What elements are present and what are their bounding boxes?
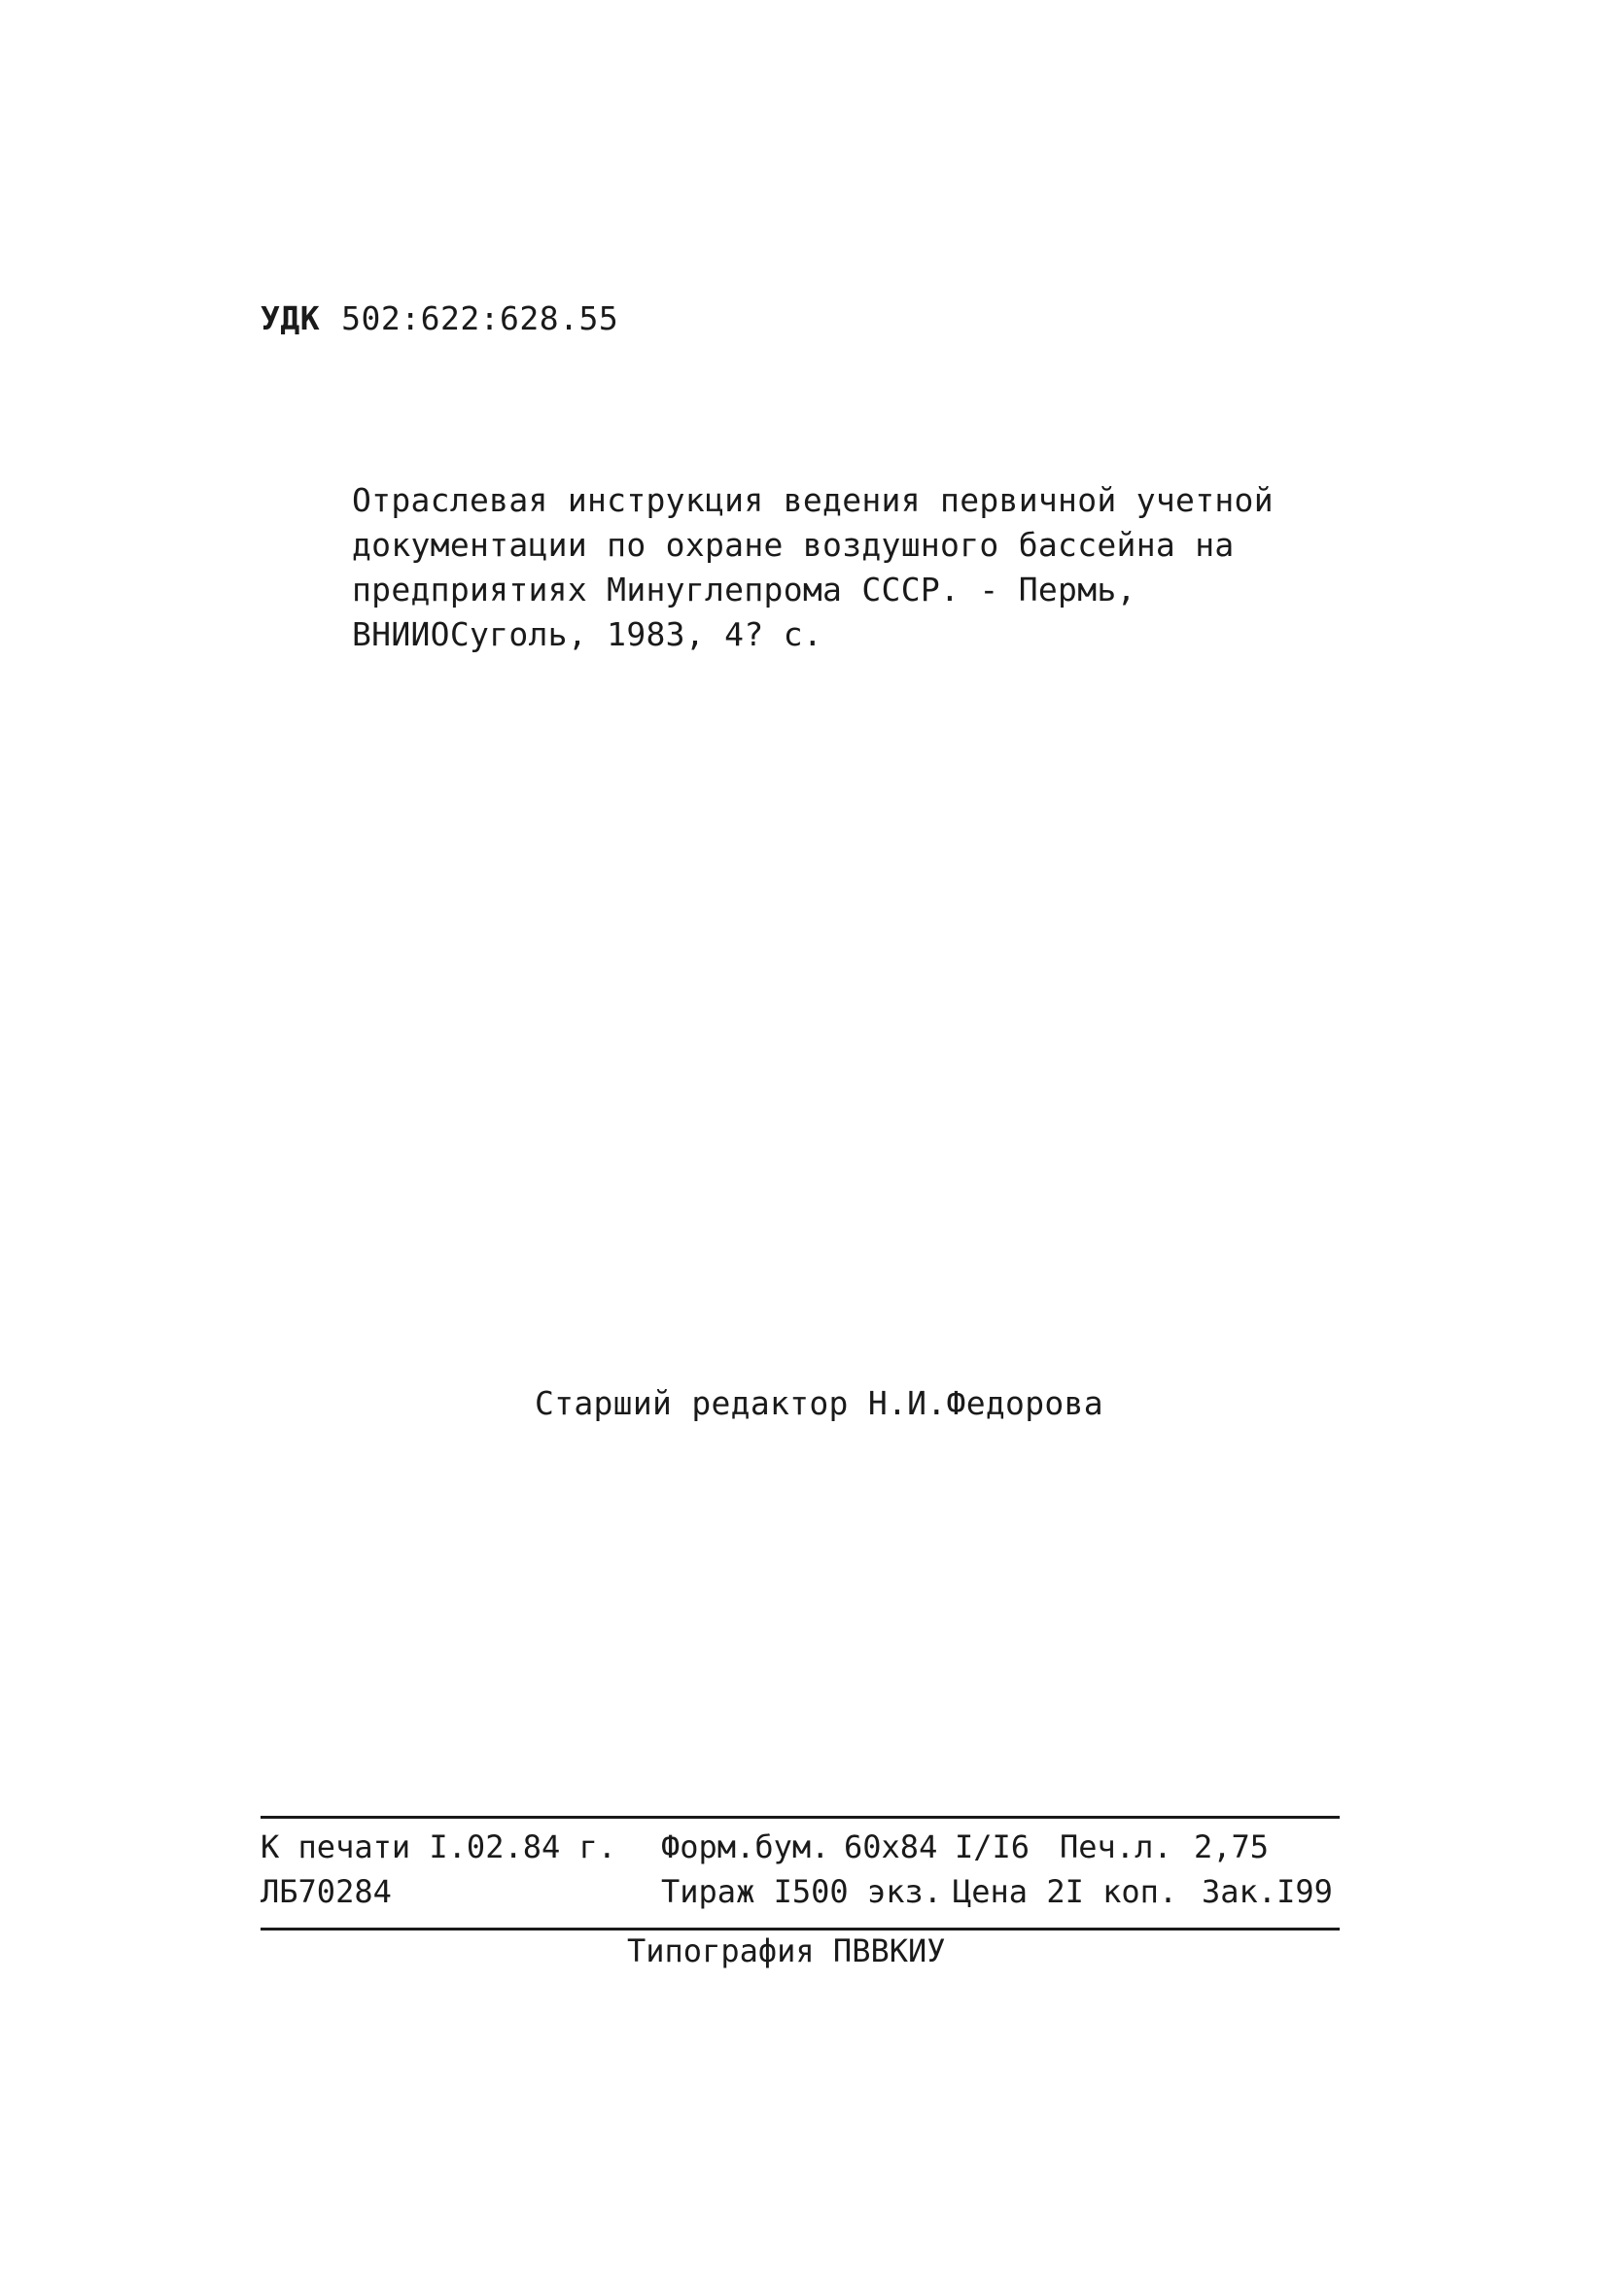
price: Цена 2I коп. — [953, 1873, 1178, 1910]
paper-fraction: I/I6 — [955, 1828, 1031, 1865]
udk-classification — [261, 299, 618, 337]
printed-sheets-value: 2,75 — [1194, 1828, 1270, 1865]
order-number: Зак.I99 — [1202, 1873, 1333, 1910]
udk-label: УДК — [261, 299, 321, 337]
biblio-line: Отраслевая инструкция ведения первичной учетной — [352, 481, 1274, 519]
biblio-line: ВНИИОСуголь, 1983, 4? с. — [352, 615, 823, 653]
udk-code: 502:622:628.55 — [341, 299, 619, 337]
print-date: К печати I.02.84 г. — [261, 1828, 617, 1865]
imprint-row-1 — [261, 1828, 1340, 1873]
license-code: ЛБ70284 — [261, 1873, 392, 1910]
bibliographic-description — [352, 478, 1324, 657]
paper-format-label: Форм.бум. — [661, 1828, 830, 1865]
imprint-row-2 — [261, 1873, 1340, 1918]
imprint-bottom-rule — [261, 1928, 1340, 1931]
paper-format-value: 60х84 — [844, 1828, 938, 1865]
imprint-block — [261, 1816, 1340, 1931]
imprint-top-rule — [261, 1816, 1340, 1819]
senior-editor: Старший редактор Н.И.Федорова — [535, 1384, 1103, 1422]
print-run: Тираж I500 экз. — [661, 1873, 942, 1910]
biblio-line: документации по охране воздушного бассейна на — [352, 526, 1235, 564]
printed-sheets-label: Печ.л. — [1060, 1828, 1172, 1865]
biblio-line: предприятиях Минуглепрома СССР. - Пермь, — [352, 571, 1136, 609]
printing-house: Типография ПВВКИУ — [627, 1932, 946, 1969]
